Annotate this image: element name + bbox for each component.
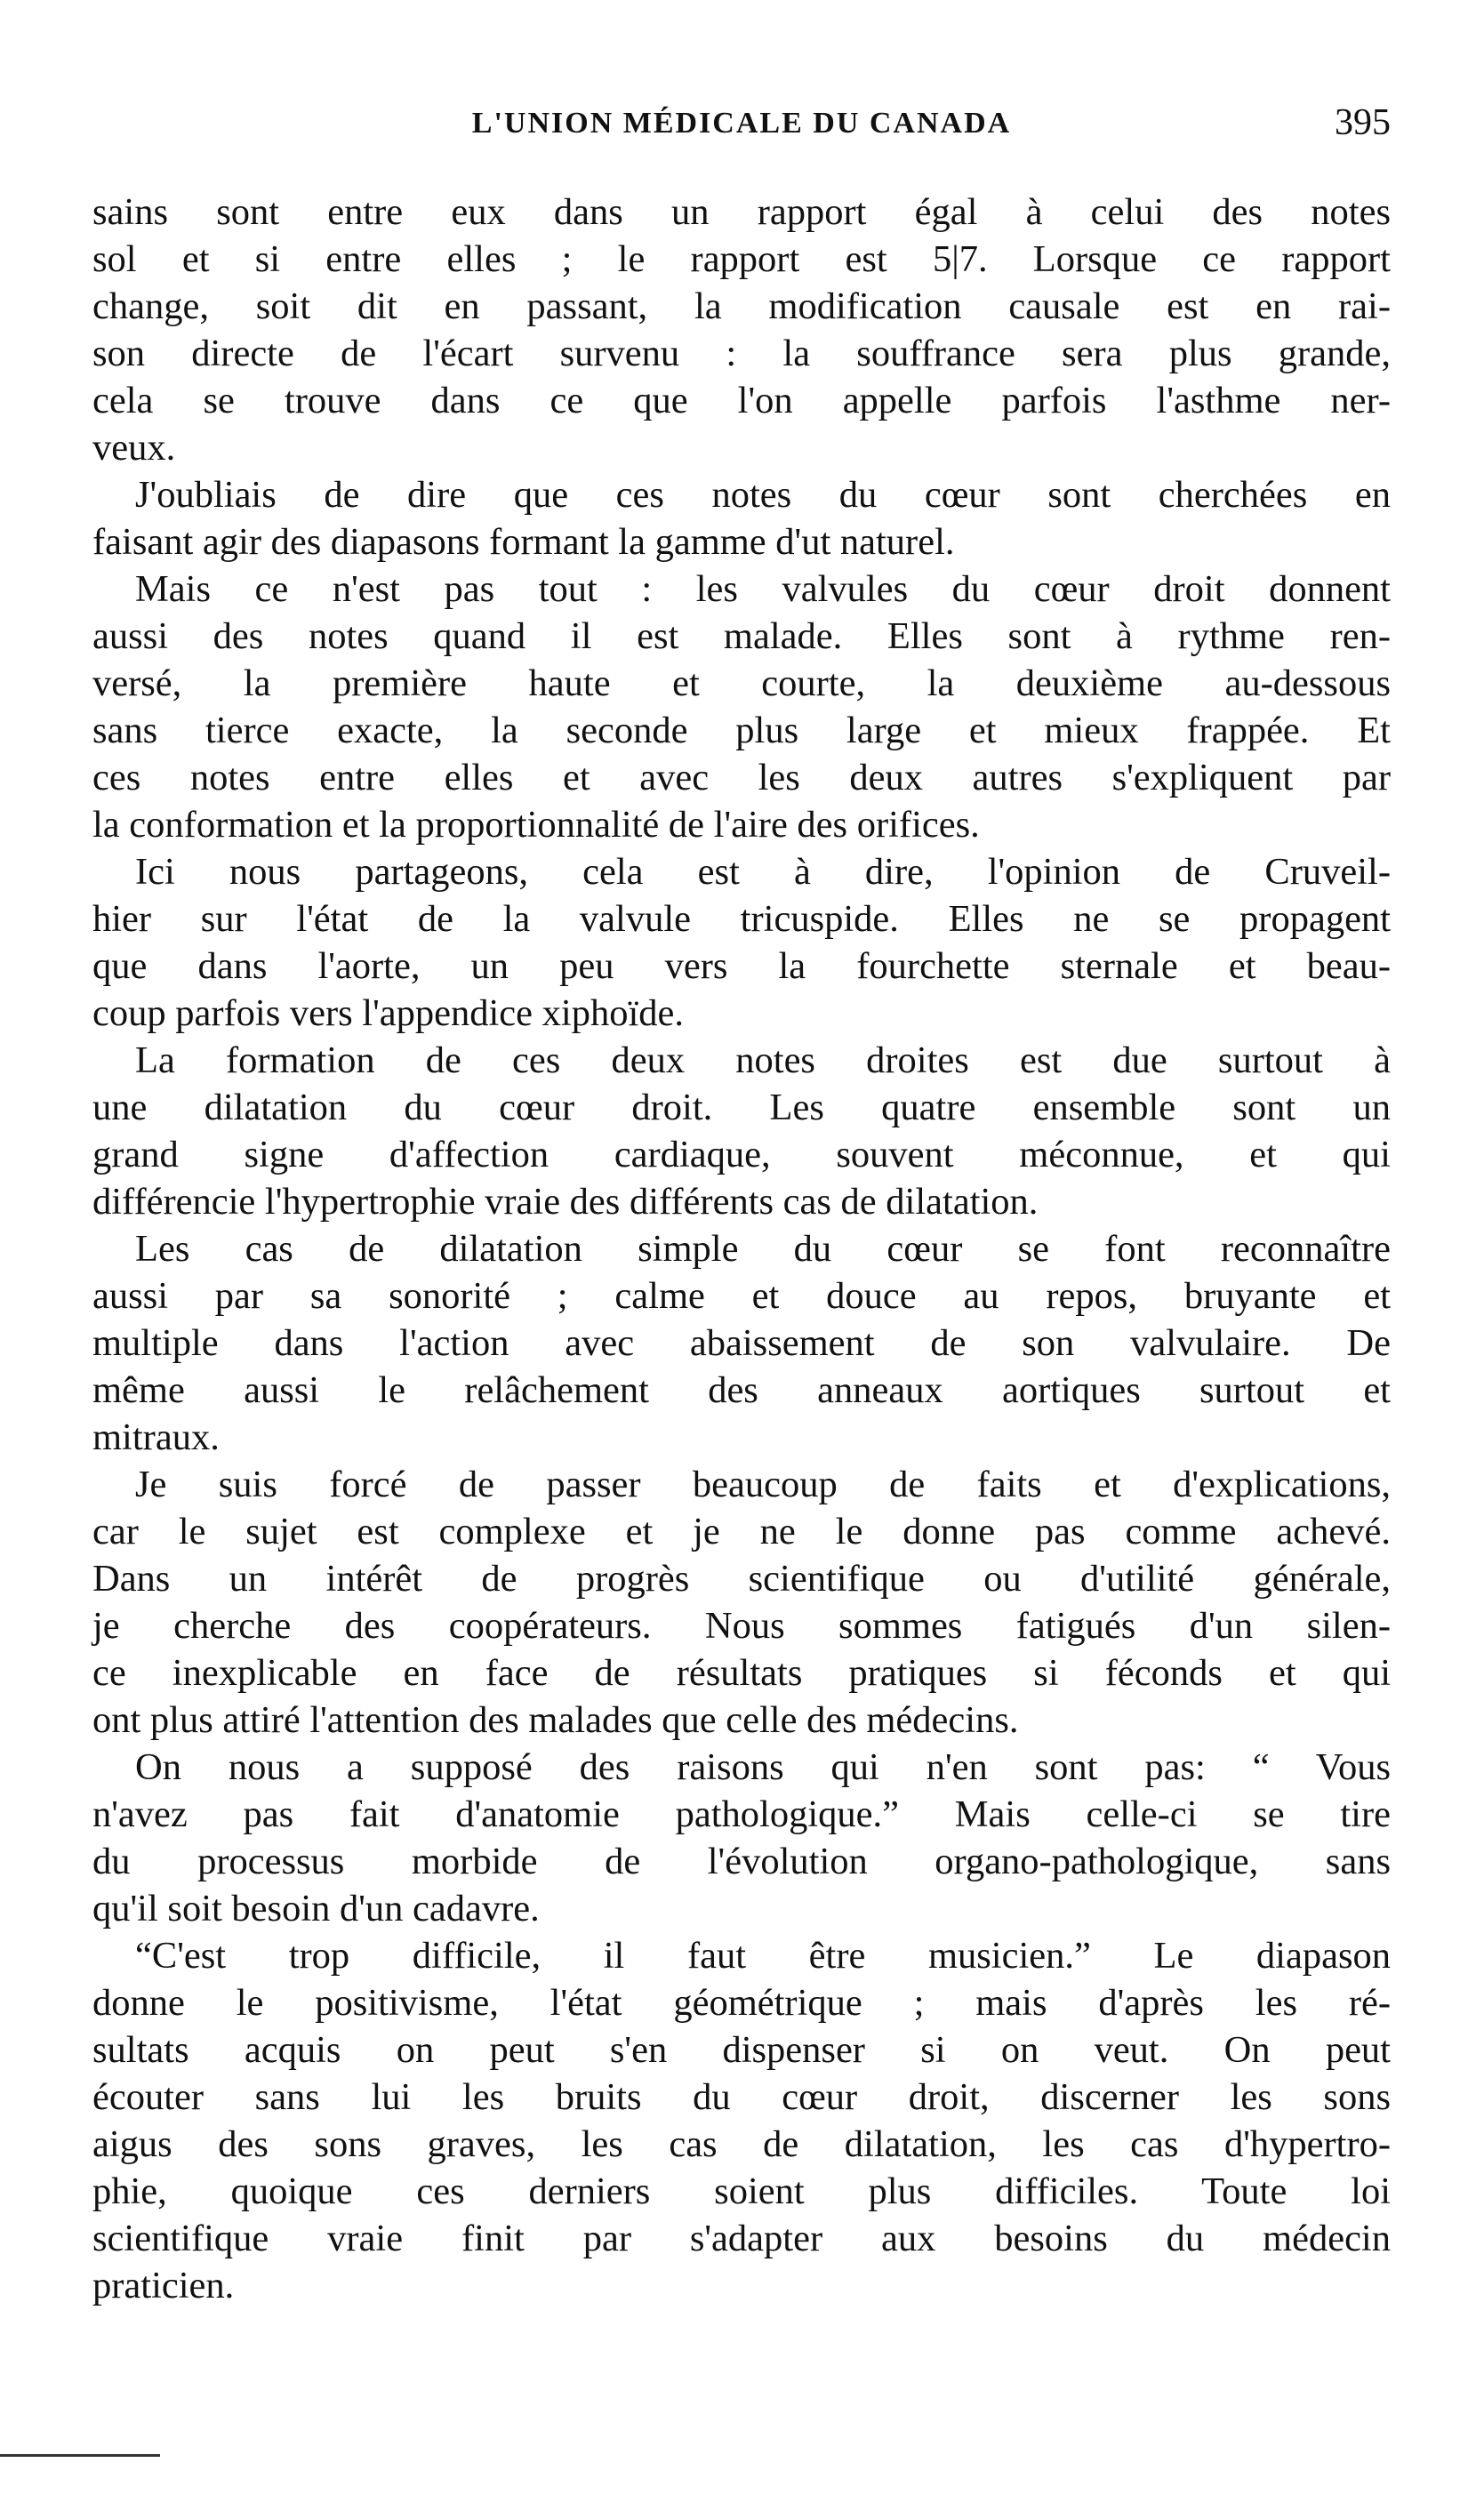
text-line: Les cas de dilatation simple du cœur se font reconnaître [135, 1228, 1391, 1270]
text-line: coup parfois vers l'appendice xiphoïde. [92, 992, 685, 1034]
text-line: écouter sans lui les bruits du cœur droit, discerner les sons [92, 2076, 1391, 2118]
text-line: ces notes entre elles et avec les deux autres s'expliquent par [92, 757, 1391, 798]
text-line: qu'il soit besoin d'un cadavre. [92, 1888, 540, 1929]
text-line: sans tierce exacte, la seconde plus large et mieux frappée. Et [92, 710, 1391, 751]
text-line: sains sont entre eux dans un rapport égal à celui des notes [92, 191, 1391, 233]
text-line: phie, quoique ces derniers soient plus difficiles. Toute loi [92, 2170, 1391, 2212]
page-number: 395 [1335, 102, 1391, 143]
bottom-rule [0, 2454, 160, 2457]
text-line: différencie l'hypertrophie vraie des différents cas de dilatation. [92, 1181, 1039, 1223]
text-line: Je suis forcé de passer beaucoup de faits et d'explications, [135, 1464, 1391, 1505]
text-line: veux. [92, 427, 176, 469]
text-line: mitraux. [92, 1416, 220, 1458]
text-line: je cherche des coopérateurs. Nous sommes fatigués d'un silen- [92, 1605, 1391, 1647]
text-line: une dilatation du cœur droit. Les quatre ensemble sont un [92, 1087, 1391, 1128]
body-text [92, 189, 1391, 2309]
text-line: On nous a supposé des raisons qui n'en sont pas: “ Vous [135, 1746, 1391, 1788]
text-line: ce inexplicable en face de résultats pratiques si féconds et qui [92, 1652, 1391, 1694]
text-line: sultats acquis on peut s'en dispenser si on veut. On peut [92, 2029, 1391, 2071]
text-line: ont plus attiré l'attention des malades que celle des médecins. [92, 1699, 1019, 1741]
text-line: change, soit dit en passant, la modification causale est en rai- [92, 285, 1391, 327]
text-line: “C'est trop difficile, il faut être musicien.” Le diapason [135, 1935, 1391, 1977]
journal-title: L'UNION MÉDICALE DU CANADA [471, 107, 1012, 140]
text-line: versé, la première haute et courte, la deuxième au-dessous [92, 662, 1391, 704]
text-line: faisant agir des diapasons formant la gamme d'ut naturel. [92, 521, 955, 563]
text-line: scientifique vraie finit par s'adapter aux besoins du médecin [92, 2218, 1391, 2259]
text-line: sol et si entre elles ; le rapport est 5|7. Lorsque ce rapport [92, 238, 1391, 280]
text-line: que dans l'aorte, un peu vers la fourchette sternale et beau- [92, 945, 1391, 987]
text-line: du processus morbide de l'évolution organo-pathologique, sans [92, 1841, 1391, 1882]
text-line: aussi des notes quand il est malade. Elles sont à rythme ren- [92, 615, 1391, 657]
page [92, 98, 1391, 2309]
text-line: cela se trouve dans ce que l'on appelle parfois l'asthme ner- [92, 380, 1391, 421]
text-line: la conformation et la proportionnalité de l'aire des orifices. [92, 804, 980, 846]
text-line: même aussi le relâchement des anneaux aortiques surtout et [92, 1369, 1391, 1411]
text-line: donne le positivisme, l'état géométrique ; mais d'après les ré- [92, 1982, 1391, 2024]
text-line: car le sujet est complexe et je ne le donne pas comme achevé. [92, 1511, 1391, 1552]
text-line: son directe de l'écart survenu : la souffrance sera plus grande, [92, 333, 1391, 374]
text-line: aussi par sa sonorité ; calme et douce au repos, bruyante et [92, 1275, 1391, 1317]
text-line: Ici nous partageons, cela est à dire, l'opinion de Cruveil- [135, 851, 1391, 893]
text-line: Dans un intérêt de progrès scientifique ou d'utilité générale, [92, 1558, 1391, 1600]
text-line: grand signe d'affection cardiaque, souvent méconnue, et qui [92, 1134, 1391, 1175]
text-line: praticien. [92, 2265, 235, 2306]
text-line: La formation de ces deux notes droites est due surtout à [135, 1039, 1391, 1081]
text-line: J'oubliais de dire que ces notes du cœur sont cherchées en [135, 474, 1391, 516]
text-line: hier sur l'état de la valvule tricuspide. Elles ne se propagent [92, 898, 1391, 940]
text-line: Mais ce n'est pas tout : les valvules du cœur droit donnent [135, 568, 1391, 610]
running-head [92, 98, 1391, 160]
text-line: aigus des sons graves, les cas de dilatation, les cas d'hypertro- [92, 2123, 1391, 2165]
text-line: n'avez pas fait d'anatomie pathologique.” Mais celle-ci se tire [92, 1793, 1391, 1835]
text-line: multiple dans l'action avec abaissement de son valvulaire. De [92, 1322, 1391, 1364]
